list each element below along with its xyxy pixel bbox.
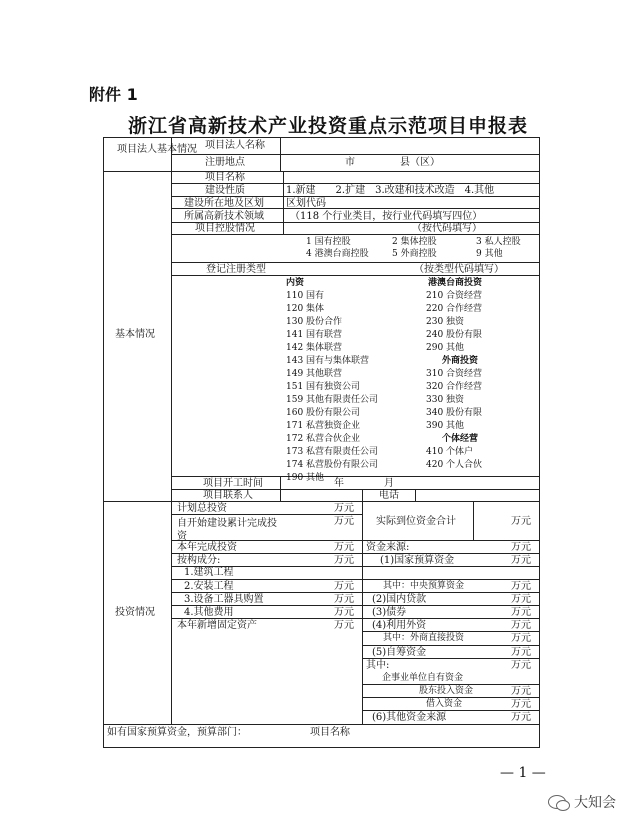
individual-title: 个体经营 <box>442 434 479 444</box>
cumulative-label: 自开始建设累计完成投资 <box>177 518 277 542</box>
borrowed-label: 借入资金 <box>426 699 463 709</box>
list-item: 141 国有联营 <box>286 330 343 340</box>
form-title: 浙江省高新技术产业投资重点示范项目申报表 <box>128 115 529 137</box>
list-item: 220 合作经营 <box>426 304 483 314</box>
list-item: 160 股份有限公司 <box>286 408 361 418</box>
unit-label: 万元 <box>511 686 531 697</box>
page-number: — 1 — <box>500 765 546 781</box>
unit-label: 万元 <box>511 607 531 618</box>
list-item: 410 个体户 <box>426 447 474 457</box>
foreign-title: 外商投资 <box>442 356 479 366</box>
list-item: 171 私营独资企业 <box>286 421 361 431</box>
section-legal-person: 项目法人基本情况 <box>117 144 197 155</box>
reg-city-label: 市 <box>345 157 355 168</box>
control-option: 9 其他 <box>476 249 503 259</box>
unit-label: 万元 <box>511 516 531 527</box>
control-option: 1 国有控股 <box>306 237 351 247</box>
list-item: 130 股份合作 <box>286 317 343 327</box>
unit-label: 万元 <box>511 633 531 644</box>
list-item: 110 国有 <box>286 291 325 301</box>
list-item: 390 其他 <box>426 421 465 431</box>
control-option: 3 私人控股 <box>476 237 521 247</box>
start-time-label: 项目开工时间 <box>203 478 263 489</box>
project-name-label: 项目名称 <box>205 172 245 183</box>
unit-label: 万元 <box>511 647 531 658</box>
shareholder-label: 股东投入资金 <box>419 686 474 696</box>
list-item: 151 国有独资公司 <box>286 382 361 392</box>
list-item: 330 独资 <box>426 395 465 405</box>
unit-label: 万元 <box>511 581 531 592</box>
watermark-text: 大知会 <box>574 795 616 811</box>
foreign-capital-label: (4)利用外资 <box>372 620 427 631</box>
list-item: 290 其他 <box>426 343 465 353</box>
year-done-label: 本年完成投资 <box>177 542 237 553</box>
domestic-title: 内资 <box>286 278 305 288</box>
list-item: 310 合资经营 <box>426 369 483 379</box>
unit-label: 万元 <box>334 594 354 605</box>
unit-label: 万元 <box>511 555 531 566</box>
location-code-label: 区划代码 <box>286 198 326 209</box>
phone-label: 电话 <box>379 490 399 501</box>
list-item: 173 私营有限责任公司 <box>286 447 379 457</box>
actual-funds-label: 实际到位资金合计 <box>376 516 456 527</box>
total-investment-label: 计划总投资 <box>177 503 227 514</box>
year-label: 年 <box>334 478 344 489</box>
list-item: 143 国有与集体联营 <box>286 356 370 366</box>
new-fixed-assets-label: 本年新增固定资产 <box>177 620 257 631</box>
other-sources-label: (6)其他资金来源 <box>372 712 447 723</box>
domestic-loan-label: (2)国内贷款 <box>372 594 427 605</box>
list-item: 420 个人合伙 <box>426 460 483 470</box>
budget-note: 如有国家预算资金，预算部门： <box>107 727 247 738</box>
section-basic: 基本情况 <box>115 329 155 340</box>
unit-label: 万元 <box>511 620 531 631</box>
installation-label: 2.安装工程 <box>184 581 234 592</box>
reg-type-note: （按类型代码填写） <box>414 264 504 275</box>
location-label: 建设所在地及区划 <box>184 198 264 209</box>
bonds-label: (3)债券 <box>372 607 407 618</box>
list-item: 340 股份有限 <box>426 408 483 418</box>
reg-county-label: 县（区） <box>400 157 440 168</box>
contact-label: 项目联系人 <box>203 490 253 501</box>
list-item: 210 合资经营 <box>426 291 483 301</box>
composition-label: 按构成分: <box>177 555 221 566</box>
nature-label: 建设性质 <box>205 185 245 196</box>
list-item: 172 私营合伙企业 <box>286 434 361 444</box>
month-label: 月 <box>384 478 394 489</box>
nature-options: 1.新建 2.扩建 3.改建和技术改造 4.其他 <box>286 185 495 196</box>
list-item: 174 私营股份有限公司 <box>286 460 379 470</box>
list-item: 230 独资 <box>426 317 465 327</box>
unit-label: 万元 <box>334 620 354 631</box>
fdi-label: 其中：外商直接投资 <box>383 633 465 643</box>
list-item: 120 集体 <box>286 304 325 314</box>
list-item: 190 其他 <box>286 473 325 483</box>
list-item: 149 其他联营 <box>286 369 343 379</box>
control-option: 4 港澳台商控股 <box>306 249 369 259</box>
unit-label: 万元 <box>511 699 531 710</box>
control-option: 5 外商控股 <box>392 249 437 259</box>
wechat-icon-inner <box>556 800 570 811</box>
unit-label: 万元 <box>511 712 531 723</box>
list-item: 320 合作经营 <box>426 382 483 392</box>
own-funds-label: 企事业单位自有资金 <box>382 673 464 683</box>
source-label: 资金来源: <box>366 542 410 553</box>
reg-type-label: 登记注册类型 <box>206 264 266 275</box>
equipment-label: 3.设备工器具购置 <box>184 594 264 605</box>
unit-label: 万元 <box>334 607 354 618</box>
construction-label: 1.建筑工程 <box>184 567 234 578</box>
central-budget-label: 其中：中央预算资金 <box>383 581 465 591</box>
field-note: （118 个行业类目，按行业代码填写四位） <box>290 211 483 222</box>
list-item: 159 其他有限责任公司 <box>286 395 379 405</box>
section-investment: 投资情况 <box>115 607 155 618</box>
control-option: 2 集体控股 <box>392 237 437 247</box>
field-label: 所属高新技术领域 <box>184 211 264 222</box>
self-raised-label: (5)自筹资金 <box>372 647 427 658</box>
control-label: 项目控股情况 <box>195 223 255 234</box>
of-which-label: 其中: <box>366 660 390 671</box>
other-expenses-label: 4.其他费用 <box>184 607 234 618</box>
reg-address-label: 注册地点 <box>205 157 245 168</box>
control-note: （按代码填写） <box>412 223 482 234</box>
unit-label: 万元 <box>334 542 354 553</box>
attachment-label: 附件 1 <box>89 85 138 104</box>
footer-project-name: 项目名称 <box>310 727 350 738</box>
list-item: 142 集体联营 <box>286 343 343 353</box>
unit-label: 万元 <box>334 503 354 514</box>
list-item: 240 股份有限 <box>426 330 483 340</box>
legal-name-label: 项目法人名称 <box>205 140 265 151</box>
unit-label: 万元 <box>334 555 354 566</box>
unit-label: 万元 <box>511 660 531 671</box>
hkmt-title: 港澳台商投资 <box>428 278 483 288</box>
unit-label: 万元 <box>334 516 354 527</box>
state-budget-label: (1)国家预算资金 <box>380 555 455 566</box>
unit-label: 万元 <box>334 581 354 592</box>
unit-label: 万元 <box>511 594 531 605</box>
unit-label: 万元 <box>511 542 531 553</box>
